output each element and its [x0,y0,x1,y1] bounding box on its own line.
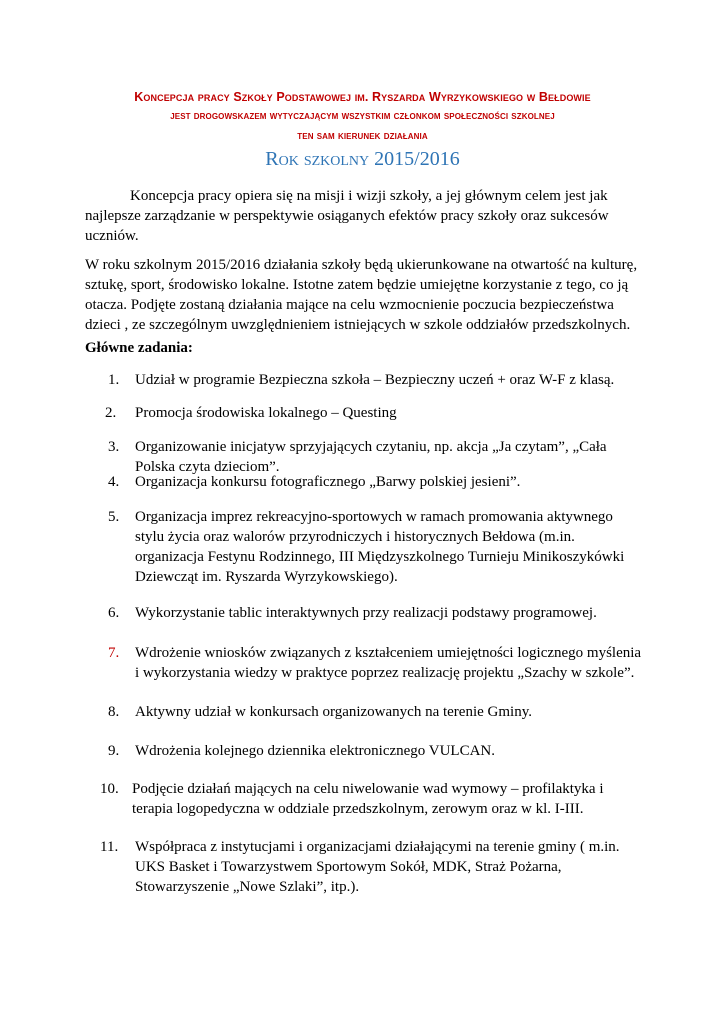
task-text: Organizacja imprez rekreacyjno-sportowych w ramach promowania aktywnego stylu życia oraz walorów przyrodniczych i historycznych Bełdowa (m.in. organizacja Festynu Rodzinnego, III Międzyszkolnego Turnieju Minikoszykówki Dziewcząt im. Ryszarda Wyrzykowskiego). [135,509,625,585]
header-line-3: ten sam kierunek działania [297,130,428,142]
task-item [108,472,643,492]
task-text: Wykorzystanie tablic interaktywnych przy realizacji podstawy programowej. [135,605,597,621]
task-text: Aktywny udział w konkursach organizowanych na terenie Gminy. [135,704,532,720]
task-text: Podjęcie działań mających na celu niwelowanie wad wymowy – profilaktyka i terapia logopedyczna w oddziale przedszkolnym, zerowym oraz w kl. I-III. [132,781,604,817]
task-item [100,837,635,897]
task-item [108,643,643,683]
task-item [108,507,643,587]
task-text: Wdrożenia kolejnego dziennika elektronicznego VULCAN. [135,743,496,759]
task-number: 11. [100,839,119,855]
task-item [108,370,643,390]
task-text: Wdrożenie wniosków związanych z kształceniem umiejętności logicznego myślenia i wykorzystania wiedzy w praktyce poprzez realizację projektu „Szachy w szkole”. [135,645,642,681]
task-text: Promocja środowiska lokalnego – Questing [135,405,397,421]
task-number: 3. [108,439,120,455]
task-text: Organizacja konkursu fotograficznego „Barwy polskiej jesieni”. [135,474,521,490]
task-item [108,437,643,477]
header-line-2: jest drogowskazem wytyczającym wszystkim członkom społeczności szkolnej [170,110,555,122]
task-item [100,779,635,819]
task-number: 2. [105,405,117,421]
task-item [108,603,643,623]
task-number: 8. [108,704,120,720]
school-year-title: Rok szkolny 2015/2016 [265,148,460,170]
context-paragraph: W roku szkolnym 2015/2016 działania szkoły będą ukierunkowane na otwartość na kulturę, sztukę, sport, środowisko lokalne. Istotne zatem będzie umiejętne korzystanie z tego, co ją otacza. Podjęte zostaną działania mające na celu wzmocnienie poczucia bezpieczeństwa dzieci , ze szczególnym uwzględnieniem istniejących w szkole oddziałów przedszkolnych. [85,257,638,333]
task-number: 4. [108,474,120,490]
tasks-heading: Główne zadania: [85,340,193,356]
task-number: 7. [108,645,120,661]
task-text: Udział w programie Bezpieczna szkoła – Bezpieczny uczeń + oraz W-F z klasą. [135,372,615,388]
header-line-1: Koncepcja pracy Szkoły Podstawowej im. Ryszarda Wyrzykowskiego w Bełdowie [134,90,591,104]
task-number: 10. [100,781,119,797]
task-number: 6. [108,605,120,621]
task-item [108,702,643,722]
intro-paragraph: Koncepcja pracy opiera się na misji i wizji szkoły, a jej głównym celem jest jak najlepsze zarządzanie w perspektywie osiąganych efektów pracy szkoły oraz sukcesów uczniów. [85,188,609,244]
task-number: 1. [108,372,120,388]
task-item [108,741,643,761]
task-number: 9. [108,743,120,759]
task-item [105,403,640,423]
task-number: 5. [108,509,120,525]
task-text: Organizowanie inicjatyw sprzyjających czytaniu, np. akcja „Ja czytam”, „Cała Polska czyta dzieciom”. [135,439,607,475]
task-text: Współpraca z instytucjami i organizacjami działającymi na terenie gminy ( m.in. UKS Basket i Towarzystwem Sportowym Sokół, MDK, Straż Pożarna, Stowarzyszenie „Nowe Szlaki”, itp.). [135,839,620,895]
